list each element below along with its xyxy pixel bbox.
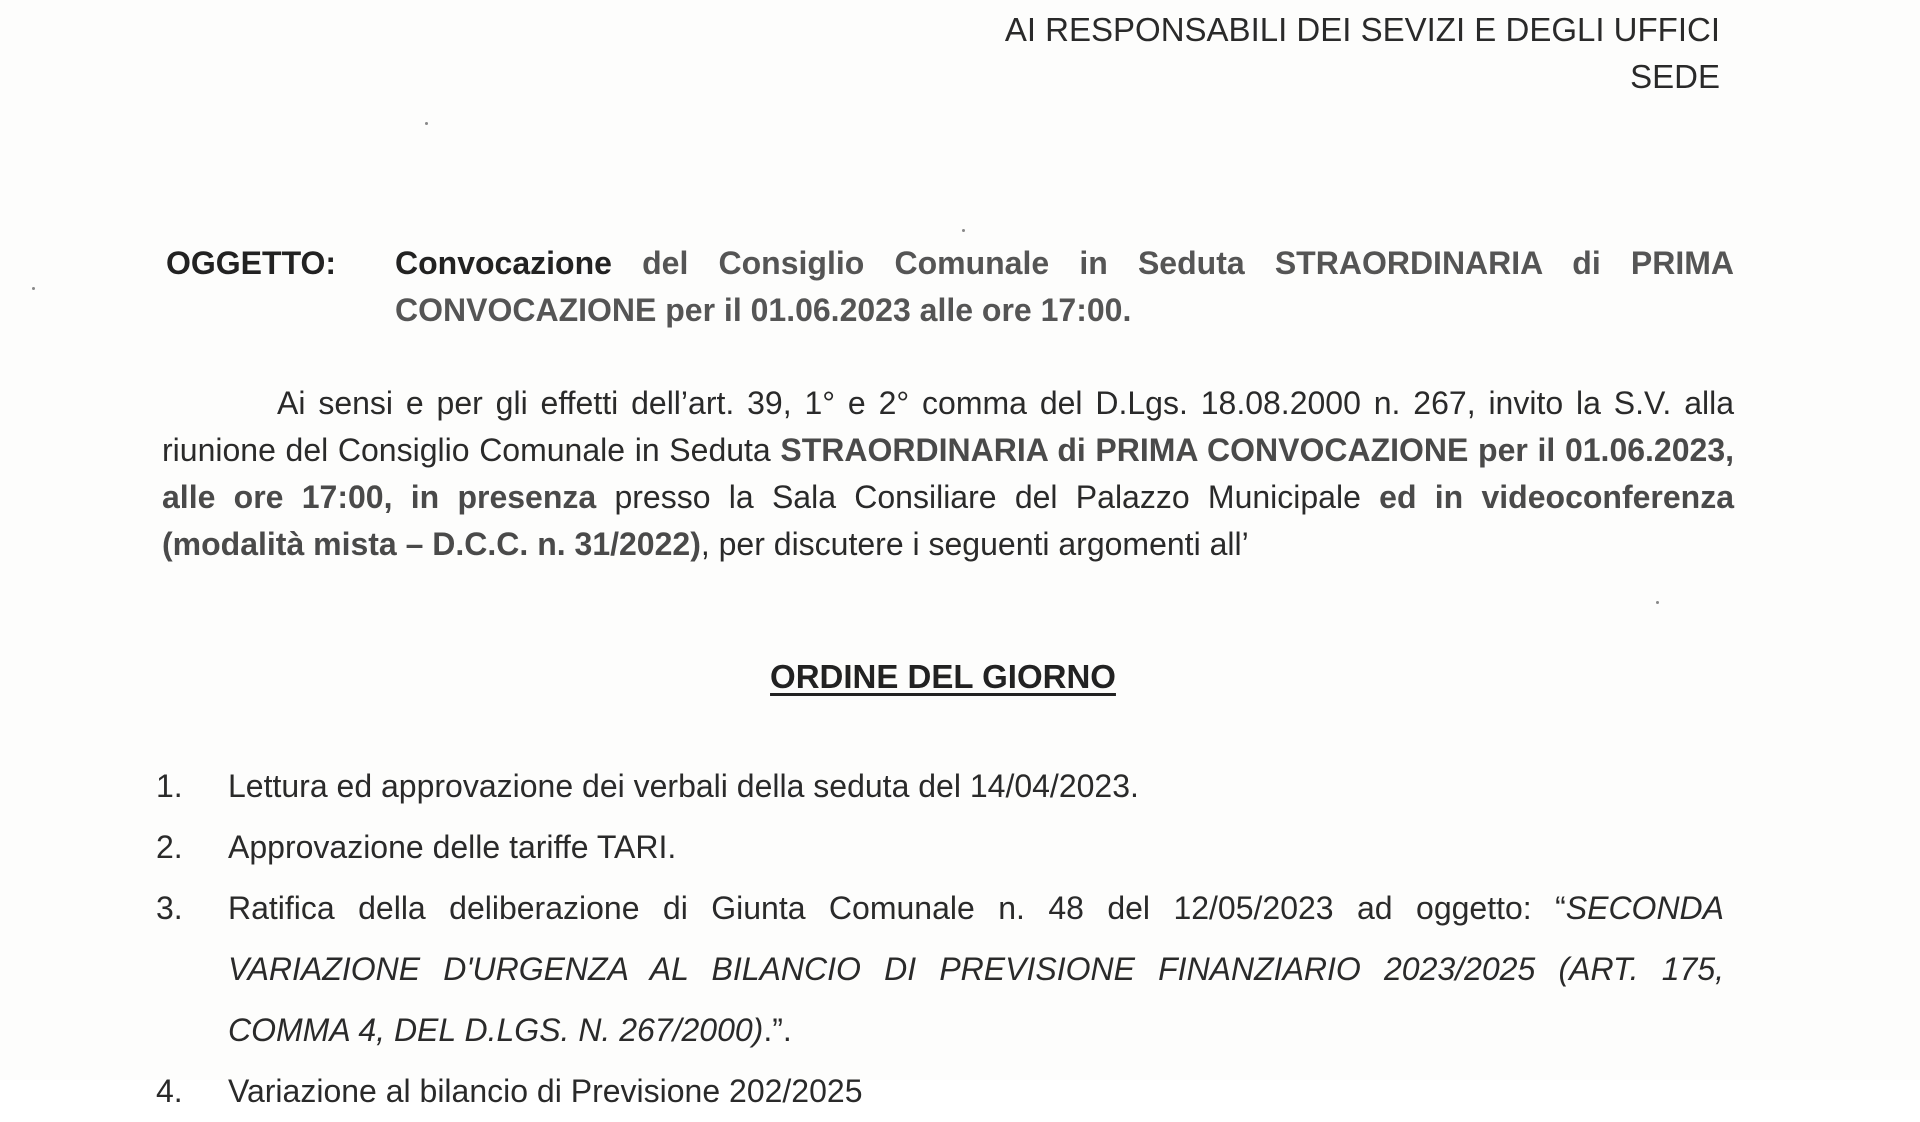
agenda-item-tail: .”. <box>763 1012 792 1048</box>
agenda-item-italic-text: SECONDA VARIAZIONE D'URGENZA AL BILANCIO DI PREVISIONE FINANZIARIO 2023/2025 (ART. 175, COMMA 4, DEL D.LGS. N. 267/2000) <box>228 890 1724 1048</box>
agenda-item <box>156 1061 1724 1122</box>
agenda-item-number: 2. <box>156 829 183 865</box>
body-paragraph <box>162 380 1734 568</box>
scan-speck <box>1656 601 1659 604</box>
agenda-item-number: 3. <box>156 890 183 926</box>
subject-label: OGGETTO: <box>166 245 337 281</box>
scan-speck <box>962 229 965 232</box>
scan-speck <box>32 287 35 290</box>
agenda-list <box>156 756 1724 1122</box>
body-text: Ai sensi e per gli effetti dell’art. 39, 1° e 2° comma del D.Lgs. 18.08.2000 n. 267, invito la S.V. alla riunione del Consiglio Comunale in Seduta <box>162 385 1734 468</box>
agenda-item-number: 1. <box>156 768 183 804</box>
agenda-heading: ORDINE DEL GIORNO <box>770 658 1116 695</box>
agenda-item <box>156 817 1724 878</box>
scan-speck <box>425 122 428 125</box>
body-text: , per discutere i seguenti argomenti all’ <box>700 526 1249 562</box>
recipients-line: AI RESPONSABILI DEI SEVIZI E DEGLI UFFICI <box>1004 11 1720 48</box>
subject-lead: Convocazione <box>395 245 612 281</box>
agenda-item <box>156 878 1724 1061</box>
agenda-item-text: Ratifica della deliberazione di Giunta Comunale n. 48 del 12/05/2023 ad oggetto: “ <box>228 890 1566 926</box>
recipients-location: SEDE <box>1630 58 1720 95</box>
body-bold-text: STRAORDINARIA di PRIMA CONVOCAZIONE per il 01.06.2023, alle ore 17:00, in presenza <box>162 432 1735 515</box>
agenda-item <box>156 756 1724 817</box>
body-bold-text: ed in videoconferenza (modalità mista – D.C.C. n. 31/2022) <box>162 479 1734 562</box>
agenda-item-text: Approvazione delle tariffe TARI. <box>228 829 677 865</box>
agenda-item-number: 4. <box>156 1073 183 1109</box>
subject-body: del Consiglio Comunale in Seduta STRAORDINARIA di PRIMA CONVOCAZIONE per il 01.06.2023 alle ore 17:00. <box>395 245 1734 328</box>
agenda-item-text: Variazione al bilancio di Previsione 202/2025 <box>228 1073 863 1109</box>
body-text: presso la Sala Consiliare del Palazzo Municipale <box>596 479 1380 515</box>
subject-text <box>395 240 1734 334</box>
recipients-block <box>1005 6 1720 100</box>
agenda-item-text: Lettura ed approvazione dei verbali della seduta del 14/04/2023. <box>228 768 1139 804</box>
